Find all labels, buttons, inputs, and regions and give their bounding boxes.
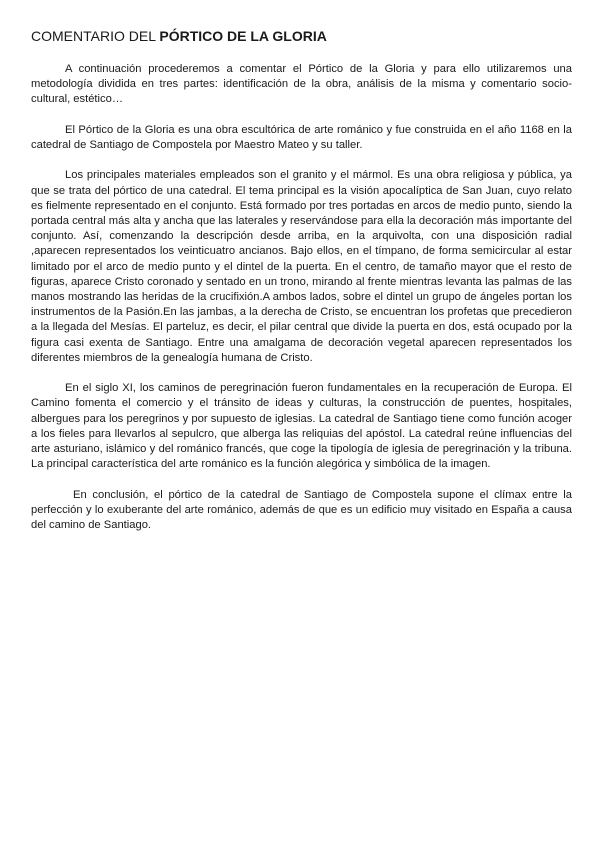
- paragraph-analysis: Los principales materiales empleados son el granito y el mármol. Es una obra religiosa y pública, ya que se trata del pórtico de una catedral. El tema principal es la visión apocalíptica de San Juan, cuyo relato es fielmente representado en el conjunto. Está formado por tres portadas en arcos de medio punto, siendo la portada central más alta y ancha que las laterales y reservándose para ella la decoración más importante del conjunto. Así, comenzando la descripción desde arriba, en la arquivolta, con una disposición radial ,aparecen representados los veinticuatro ancianos. Bajo ellos, en el tímpano, de forma semicircular al estar limitado por el arco de medio punto y el dintel de la puerta. En el centro, de tamaño mayor que el resto de figuras, aparece Cristo coronado y sentado en un trono, mirando al frente mientras levanta las palmas de las manos mostrando las heridas de la crucifixión.A ambos lados, sobre el dintel un grupo de ángeles portan los instrumentos de la Pasión.En las jambas, a la derecha de Cristo, se encuentran los profetas que precedieron a la llegada del Mesías. El parteluz, es decir, el pilar central que divide la puerta en dos, está ocupado por la figura casi exenta de Santiago. Entre una amalgama de decoración vegetal aparecen representados los diferentes miembros de la genealogía humana de Cristo.: [31, 169, 572, 364]
- title-bold: PÓRTICO DE LA GLORIA: [159, 28, 327, 44]
- title-prefix: COMENTARIO DEL: [31, 28, 160, 44]
- document-title: [31, 27, 327, 45]
- paragraph-context: En el siglo XI, los caminos de peregrinación fueron fundamentales en la recuperación de Europa. El Camino fomenta el comercio y el tránsito de ideas y culturas, la construcción de puentes, hospitales, albergues para los peregrinos y por supuesto de iglesias. La catedral de Santiago tiene como función acoger a los fieles para llevarlos al sepulcro, que alberga las reliquias del apóstol. La catedral reúne influencias del arte asturiano, islámico y del románico francés, que coge la tipología de iglesia de peregrinación y la tribuna. La principal característica del arte románico es la función alegórica y simbólica de la imagen.: [31, 382, 572, 471]
- paragraph-introduction: A continuación procederemos a comentar el Pórtico de la Gloria y para ello utilizaremos una metodología dividida en tres partes: identificación de la obra, análisis de la misma y comentario socio-cultural, estético…: [31, 63, 572, 106]
- paragraph-conclusion: En conclusión, el pórtico de la catedral de Santiago de Compostela supone el clímax entre la perfección y lo exuberante del arte románico, además de que es un edificio muy visitado en España a causa del camino de Santiago.: [31, 488, 572, 532]
- document-body: [31, 62, 572, 548]
- paragraph-identification: El Pórtico de la Gloria es una obra escultórica de arte románico y fue construida en el año 1168 en la catedral de Santiago de Compostela por Maestro Mateo y su taller.: [31, 123, 572, 151]
